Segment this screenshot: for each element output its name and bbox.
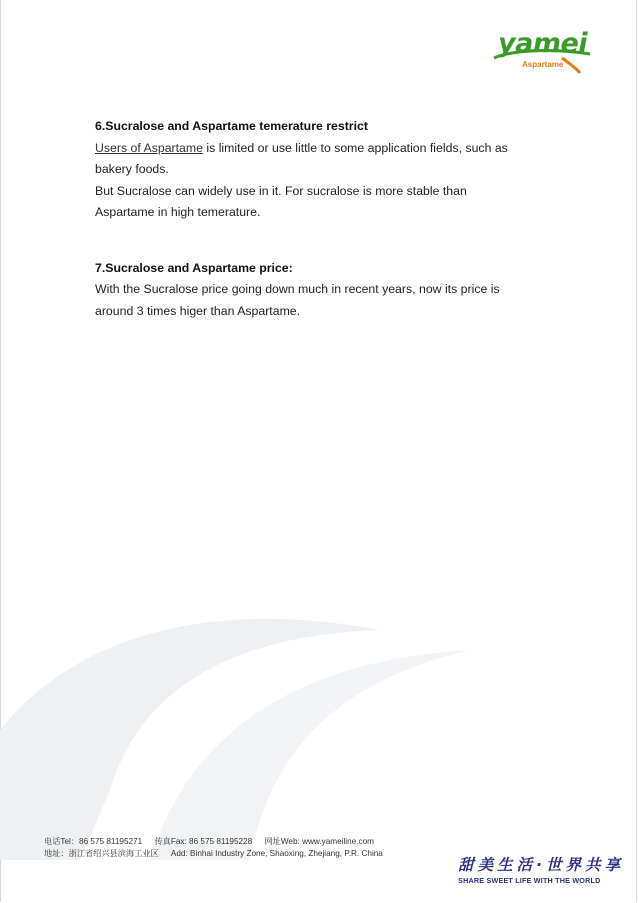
paragraph-line: bakery foods. (95, 162, 169, 176)
footer-tel: 电话Tel：86 575 81195271 (44, 837, 143, 846)
paragraph-line: With the Sucralose price going down much in recent years, now its price is (95, 282, 500, 296)
logo-product-text: Aspartame (522, 60, 564, 69)
footer-slogan (458, 853, 624, 885)
section-temperature (95, 116, 545, 224)
paragraph-line: around 3 times higer than Aspartame. (95, 303, 301, 318)
paragraph-line: But Sucralose can widely use in it. For sucralose is more stable than (95, 183, 467, 198)
section-heading: 6.Sucralose and Aspartame temerature restrict (95, 119, 368, 133)
section-price (95, 258, 545, 323)
logo-brand-text: yamei (498, 28, 588, 59)
footer-address-cn: 地址：浙江省绍兴县滨海工业区 (44, 849, 159, 858)
footer-web[interactable]: 网址Web: www.yameiline.com (264, 837, 374, 846)
footer-row-contact (44, 836, 383, 848)
paragraph-text: is limited or use little to some application fields, such as (202, 140, 508, 155)
footer-row-address (44, 848, 383, 860)
paragraph-line (95, 138, 545, 160)
document-body (95, 116, 545, 322)
section-heading: 7.Sucralose and Aspartame price: (95, 260, 293, 275)
slogan-chinese: 甜美生活·世界共享 (458, 856, 624, 874)
background-swoosh-watermark (0, 560, 638, 860)
paragraph-line: Aspartame in high temerature. (95, 205, 261, 219)
footer-address-en: Add: Binhai Industry Zone, Shaoxing, Zhejiang, P.R. China (170, 849, 383, 858)
footer-fax: 传真Fax: 86 575 81195228 (154, 837, 253, 846)
users-of-aspartame-link[interactable]: Users of Aspartame (95, 140, 203, 155)
footer-contact (44, 836, 383, 860)
slogan-english: SHARE SWEET LIFE WITH THE WORLD (458, 876, 601, 885)
yamei-logo (492, 28, 596, 74)
